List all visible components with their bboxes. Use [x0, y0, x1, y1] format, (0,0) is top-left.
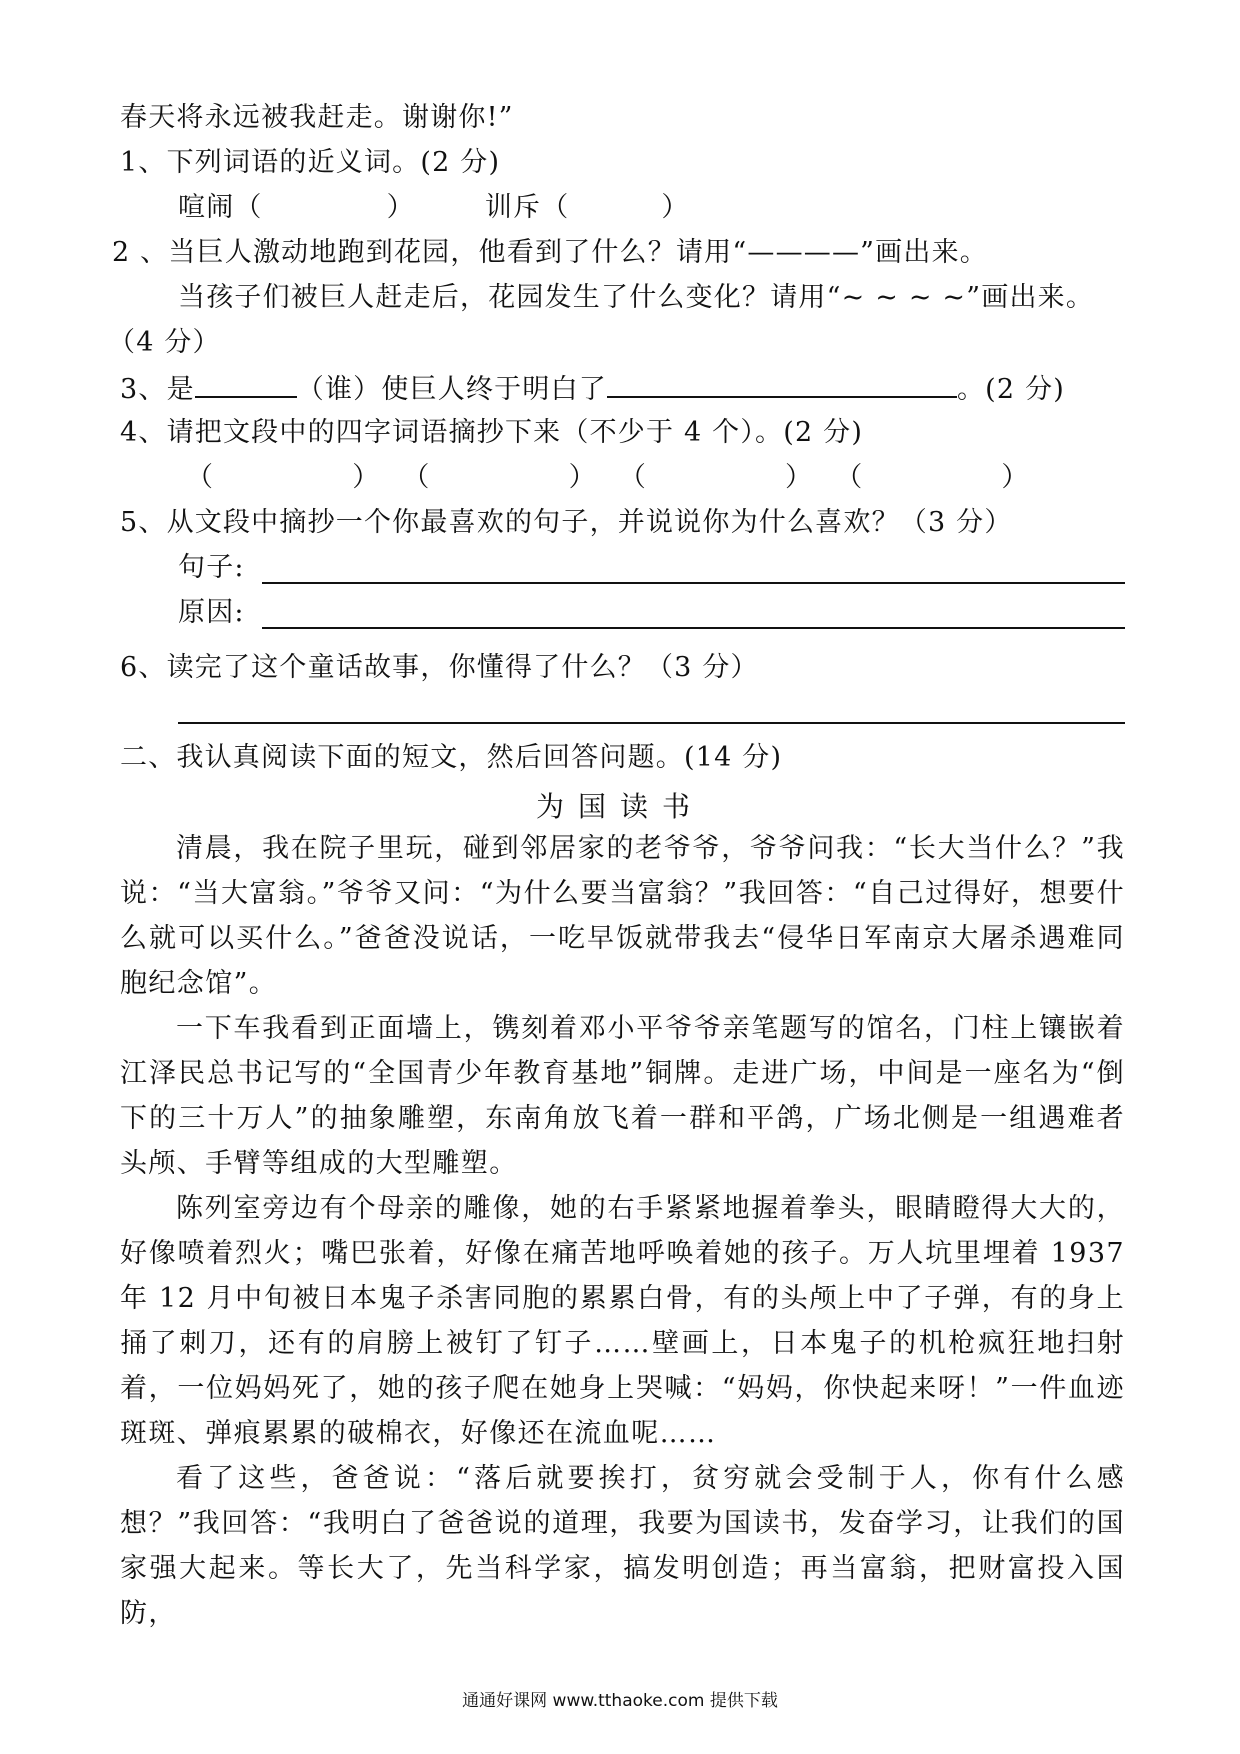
question-3: [120, 368, 1065, 408]
question-3-prefix: 3、是: [120, 374, 195, 405]
article-title: 为国读书: [535, 790, 704, 823]
paren-close-4: ）: [1001, 462, 1030, 493]
paren-close-1: ）: [352, 462, 381, 493]
article-paragraph-3: 陈列室旁边有个母亲的雕像，她的右手紧紧地握着拳头，眼睛瞪得大大的，好像喷着烈火；嘴巴张着，好像在痛苦地呼唤着她的孩子。万人坑里埋着 1937 年 12 月中旬被日本鬼子杀害同胞的累累白骨，有的头颅上中了子弹，有的身上捅了刺刀，还有的肩膀上被钉了钉子……壁画上，日本鬼子的机枪疯狂地扫射着，一位妈妈死了，她的孩子爬在她身上哭喊：“妈妈，你快起来呀！”一件血迹斑斑、弹痕累累的破棉衣，好像还在流血呢……: [120, 1193, 1125, 1449]
question-6: 6、读完了这个童话故事，你懂得了什么？（3 分）: [120, 652, 759, 683]
article-paragraph-2: 一下车我看到正面墙上，镌刻着邓小平爷爷亲笔题写的馆名，门柱上镶嵌着江泽民总书记写的“全国青少年教育基地”铜牌。走进广场，中间是一座名为“倒下的三十万人”的抽象雕塑，东南角放飞着一群和平鸽，广场北侧是一组遇难者头颅、手臂等组成的大型雕塑。: [120, 1013, 1125, 1179]
question-4: 4、请把文段中的四字词语摘抄下来（不少于 4 个）。(2 分): [120, 417, 864, 448]
sentence-answer-line[interactable]: [262, 582, 1125, 584]
reason-answer-line[interactable]: [262, 627, 1125, 629]
question-4-blanks: [186, 458, 1030, 498]
answer-blank-who[interactable]: [195, 368, 297, 398]
word-2: 训斥（: [484, 192, 570, 223]
article-paragraph-1: 清晨，我在院子里玩，碰到邻居家的老爷爷，爷爷问我：“长大当什么？”我说：“当大富翁。”爷爷又问：“为什么要当富翁？”我回答：“自己过得好，想要什么就可以买什么。”爸爸没说话，一吃早饭就带我去“侵华日军南京大屠杀遇难同胞纪念馆”。: [120, 833, 1125, 999]
sentence-label: 句子:: [178, 552, 245, 583]
word-1-close: ）: [386, 192, 415, 223]
paren-open-1: （: [186, 462, 215, 493]
question-1-words: [178, 188, 690, 228]
question-2: 2 、当巨人激动地跑到花园，他看到了什么？请用“————”画出来。: [112, 237, 988, 268]
paren-open-2: （: [402, 462, 431, 493]
question-3-middle: （谁）使巨人终于明白了: [296, 374, 607, 405]
word-2-close: ）: [661, 192, 690, 223]
question-2-part-2: 当孩子们被巨人赶走后，花园发生了什么变化？请用“~ ~ ~ ~”画出来。: [178, 282, 1095, 313]
paren-close-3: ）: [785, 462, 814, 493]
passage-end-text: 春天将永远被我赶走。谢谢你!”: [120, 102, 514, 133]
article-paragraph-4: 看了这些，爸爸说：“落后就要挨打，贫穷就会受制于人，你有什么感想？”我回答：“我明白了爸爸说的道理，我要为国读书，发奋学习，让我们的国家强大起来。等长大了，先当科学家，搞发明创造；再当富翁，把财富投入国防，: [120, 1463, 1125, 1629]
question-5: 5、从文段中摘抄一个你最喜欢的句子，并说说你为什么喜欢？（3 分）: [120, 507, 1013, 538]
paren-open-3: （: [618, 462, 648, 493]
paren-open-4: （: [835, 462, 864, 493]
paren-close-2: ）: [568, 462, 597, 493]
section-2-heading: 二、我认真阅读下面的短文，然后回答问题。(14 分): [120, 742, 783, 773]
question-1: 1、下列词语的近义词。(2 分): [120, 147, 501, 178]
footer-credit: 通通好课网 www.tthaoke.com 提供下载: [462, 1691, 778, 1711]
question-3-suffix: 。(2 分): [956, 374, 1066, 405]
answer-blank-understood[interactable]: [607, 368, 957, 398]
question-2-score: （4 分）: [108, 327, 221, 358]
word-1: 喧闹（: [178, 192, 263, 223]
reason-label: 原因:: [178, 597, 245, 628]
question-6-answer-line[interactable]: [178, 722, 1125, 724]
